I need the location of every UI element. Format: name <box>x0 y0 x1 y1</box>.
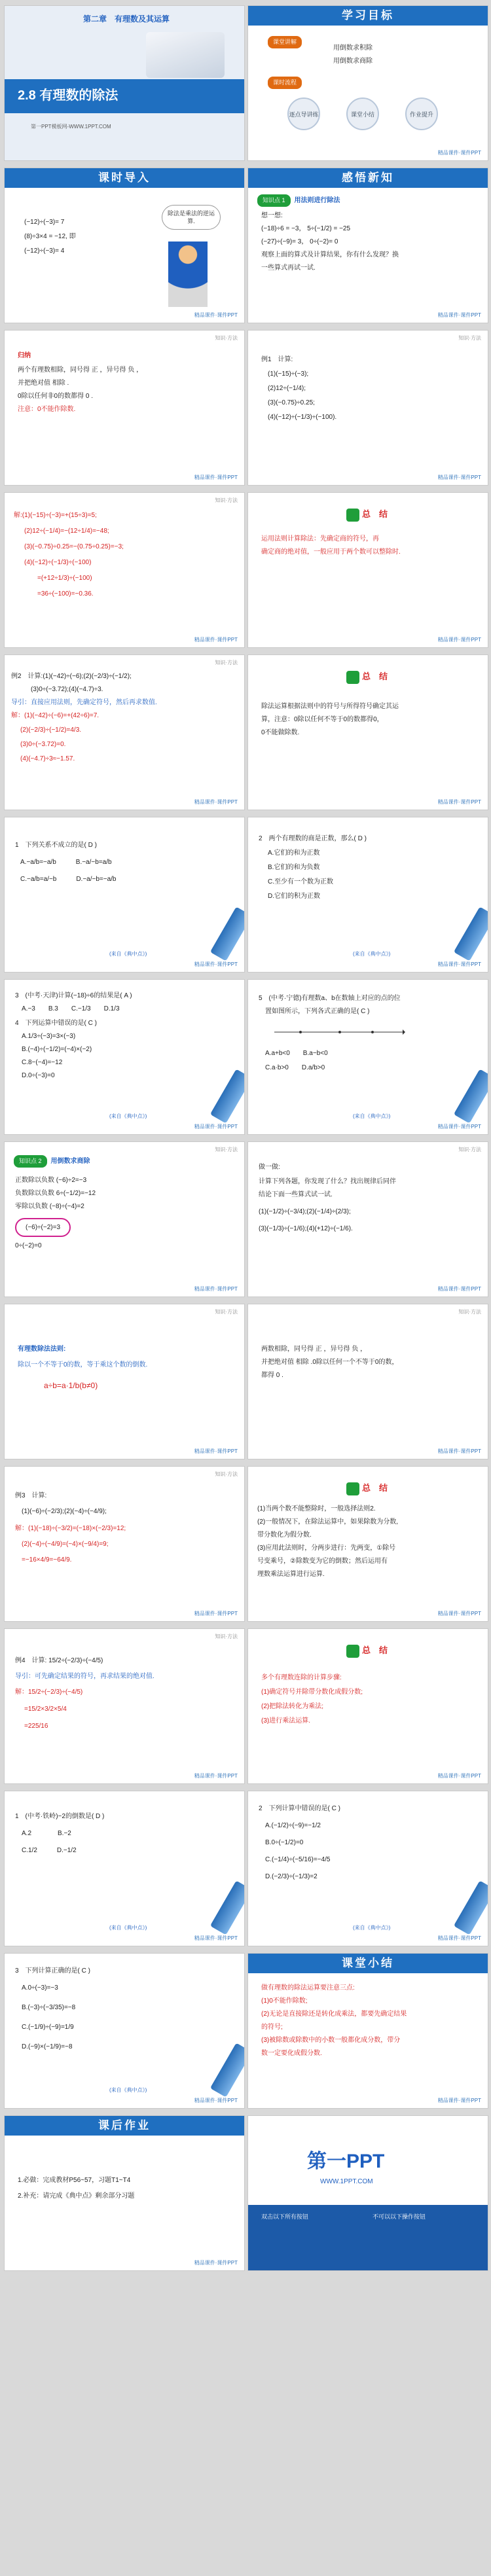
hw-line-1: 1.必做：完成教材P56~57，习题T1~T4 <box>18 2177 131 2184</box>
pen-icon <box>210 1069 245 1123</box>
ex1-line-1: 例1 计算: <box>261 356 293 363</box>
goals-header: 学习目标 <box>248 6 488 26</box>
slide-goals <box>247 5 488 161</box>
try-line-3: 结论下面一些算式试一试. <box>259 1191 333 1198</box>
boy-illustration <box>168 241 208 307</box>
kp-line-5: 一些算式再试一试. <box>261 264 316 272</box>
slide-footer: 精品课件·课件PPT <box>194 799 238 805</box>
ex3-line-2: (1)(−6)÷(−2/3);(2)(−4)÷(−4/9); <box>22 1508 107 1515</box>
pen-icon <box>210 1880 245 1935</box>
number-line-diagram <box>274 1023 405 1041</box>
slide-fill <box>247 1304 488 1459</box>
ex1-line-3: (2)12÷(−1/4); <box>268 385 306 392</box>
slide-summary-1 <box>247 492 488 648</box>
sol1-line-2: (2)12÷(−1/4)=−(12÷1/4)=−48; <box>24 528 109 535</box>
p2-line-1: 2 两个有理数的商是正数，那么( D ) <box>259 835 367 842</box>
sol1-line-4: (4)(−12)÷(−1/3)÷(−100) <box>24 559 92 566</box>
ex2-line-7: (4)(−4.7)÷3≈−1.57. <box>20 755 75 762</box>
source-note: (来自《典中点》) <box>353 951 391 957</box>
ex3-line-5: =−16×4/9=−64/9. <box>22 1556 72 1564</box>
slide-footer: 精品课件·课件PPT <box>437 474 481 480</box>
hw-line-2: 2.补充：请完成《典中点》剩余部分习题 <box>18 2192 135 2200</box>
cs-line-6: 数一定要化成假分数. <box>261 2050 322 2057</box>
slide-footer: 精品课件·课件PPT <box>437 1124 481 1130</box>
slide-page: 知识·方法 <box>215 497 238 503</box>
slide-page: 知识·方法 <box>215 1471 238 1477</box>
summary3-line-6: 理数乘法运算进行运算. <box>257 1571 325 1578</box>
p3-line-4: A.1/3÷(−3)=3×(−3) <box>22 1033 76 1040</box>
slide-example-3 <box>4 1466 245 1622</box>
kp-line-2: (−18)÷6 = −3， 5÷(−1/2) = −25 <box>261 225 351 232</box>
p5-line-3: C.1/2 D.−1/2 <box>22 1847 77 1854</box>
pen-icon <box>454 1880 488 1935</box>
slide-footer: 精品课件·课件PPT <box>194 312 238 318</box>
slide-class-summary <box>247 1953 488 2109</box>
summary-icon <box>346 671 359 684</box>
p6-line-5: D.(−2/3)÷(−1/3)=2 <box>265 1873 318 1880</box>
slide-summary-3 <box>247 1466 488 1622</box>
thought-bubble: 除法是乘法的逆运算. <box>162 205 221 230</box>
p7-line-2: A.0÷(−3)=−3 <box>22 1984 58 1992</box>
summary1-line-1: 运用法则计算除法：先确定商的符号，再 <box>261 535 379 543</box>
kp2-line-4: (−6)÷(−2)=3 <box>15 1218 71 1237</box>
p1-line-2: A.−a/b=−a/b B.−a/−b=a/b <box>20 859 112 866</box>
pen-icon <box>454 906 488 961</box>
pen-icon <box>454 1069 488 1123</box>
p2-line-2: A.它们的和为正数 <box>268 850 320 857</box>
knowledge-title: 用倒数求商除 <box>50 1158 90 1165</box>
slide-footer: 精品课件·课件PPT <box>194 1611 238 1617</box>
rule2-head: 有理数除法法则: <box>18 1346 66 1353</box>
slide-rule <box>4 330 245 486</box>
slide-footer: 精品课件·课件PPT <box>194 2098 238 2103</box>
summary4-line-2: (1)确定符号并除带分数化成假分数; <box>261 1689 363 1696</box>
sol1-line-3: (3)(−0.75)÷0.25=−(0.75÷0.25)=−3; <box>24 543 124 550</box>
source-note: (来自《典中点》) <box>353 1113 391 1119</box>
intro-eq-1: (−12)÷(−3)= 7 <box>24 219 65 226</box>
knowledge-tag: 知识点 1 <box>257 194 291 207</box>
slide-footer: 精品课件·课件PPT <box>437 1935 481 1941</box>
summary2-line-3: 0不能做除数. <box>261 729 300 736</box>
flow-step-3: 作业提升 <box>405 98 438 130</box>
chapter-title: 第二章 有理数及其运算 <box>83 14 170 24</box>
p6-line-1: 2 下列计算中错误的是( C ) <box>259 1805 340 1812</box>
goal-2: 用倒数求商除 <box>333 58 373 65</box>
summary-title: 总 结 <box>362 1645 388 1655</box>
slide-practice-3 <box>4 979 245 1135</box>
p6-line-3: B.0÷(−1/2)=0 <box>265 1839 304 1846</box>
summary-icon <box>346 1482 359 1495</box>
p7-line-4: C.(−1/9)÷(−9)=1/9 <box>22 2024 74 2031</box>
slide-example-1 <box>247 330 488 486</box>
summary3-line-4: (3)应用此法则时，分两步进行：先两变，①除号 <box>257 1545 396 1552</box>
slide-footer: 精品课件·课件PPT <box>194 961 238 967</box>
kp2-line-3: 零除以负数 (−8)÷(−4)=2 <box>15 1203 84 1210</box>
watermark: 第一PPT模板网-WWW.1PPT.COM <box>31 124 111 130</box>
p3-line-2: A.−3 B.3 C.−1/3 D.1/3 <box>22 1005 120 1012</box>
p2-line-3: B.它们的和为负数 <box>268 864 320 871</box>
fill-line-3: 都得 0 . <box>261 1372 283 1379</box>
slide-page: 知识·方法 <box>458 335 481 341</box>
slide-ad <box>247 2115 488 2271</box>
slide-footer: 精品课件·课件PPT <box>437 1286 481 1292</box>
pen-icon <box>210 2043 245 2097</box>
slide-footer: 精品课件·课件PPT <box>437 637 481 643</box>
p4-line-3: A.a+b<0 B.a−b<0 <box>265 1050 328 1057</box>
p1-line-3: C.−a/b=a/−b D.−a/−b=−a/b <box>20 876 117 883</box>
flow-step-1: 逐点导讲练 <box>287 98 320 130</box>
summary1-line-2: 确定商的绝对值，一般应用于两个数可以整除时. <box>261 548 401 556</box>
slide-footer: 精品课件·课件PPT <box>194 1448 238 1454</box>
p5-line-1: 1 (中考·铁岭)−2的倒数是( D ) <box>15 1813 105 1820</box>
ex2-line-2: (3)0÷(−3.72);(4)(−4.7)÷3. <box>11 686 103 693</box>
ad-col-2: 不可以以下操作按钮 <box>373 2213 426 2220</box>
slide-practice-5 <box>4 1791 245 1946</box>
kp2-line-2: 负数除以负数 6÷(−1/2)=−12 <box>15 1190 96 1197</box>
fill-line-2: 并把绝对值 相除 .0除以任何一个不等于0的数， <box>261 1359 399 1366</box>
slide-page: 知识·方法 <box>215 660 238 666</box>
sol1-line-1: 解:(1)(−15)÷(−3)=+(15÷3)=5; <box>14 512 97 519</box>
p3-line-7: D.0÷(−3)=0 <box>22 1072 55 1079</box>
slide-practice-4 <box>247 979 488 1135</box>
slide-footer: 精品课件·课件PPT <box>194 1935 238 1941</box>
fill-line-1: 两数相除，同号得 正 ，异号得 负 ， <box>261 1346 367 1353</box>
ex2-line-3: 导引：直接应用法则，先确定符号，然后再求数值. <box>11 699 157 706</box>
p6-line-4: C.(−1/4)÷(−5/16)=−4/5 <box>265 1856 331 1863</box>
summary4-line-4: (3)进行乘法运算. <box>261 1717 310 1725</box>
slide-page: 知识·方法 <box>215 1634 238 1639</box>
slide-footer: 精品课件·课件PPT <box>194 1773 238 1779</box>
slide-practice-7 <box>4 1953 245 2109</box>
slide-footer: 精品课件·课件PPT <box>437 1773 481 1779</box>
slide-page: 知识·方法 <box>215 335 238 341</box>
ex1-line-5: (4)(−12)÷(−1/3)÷(−100). <box>268 414 337 421</box>
sol1-line-5: =(+12÷1/3)÷(−100) <box>37 575 92 582</box>
rule2-formula: a÷b=a·1/b(b≠0) <box>44 1381 98 1390</box>
knowledge-tag: 知识点 2 <box>14 1155 47 1168</box>
slide-practice-1 <box>4 817 245 973</box>
summary-title: 总 结 <box>362 671 388 681</box>
p7-line-5: D.(−9)×(−1/9)=−8 <box>22 2043 73 2050</box>
ex2-line-1: 例2 计算:(1)(−42)÷(−6);(2)(−2/3)÷(−1/2); <box>11 673 132 680</box>
slide-footer: 精品课件·课件PPT <box>437 150 481 156</box>
summary4-line-3: (2)把除法转化为乘法; <box>261 1703 323 1710</box>
summary2-line-2: 算，注意：0除以任何不等于0的数都得0， <box>261 716 384 723</box>
p2-line-4: C.至少有一个数为正数 <box>268 878 333 885</box>
brand-url: WWW.1PPT.COM <box>320 2178 373 2185</box>
rule-line-3: 0除以任何非0的数都得 0 . <box>18 393 94 400</box>
try-line-1: 做一做: <box>259 1164 280 1171</box>
ex3-line-4: (2)(−4)÷(−4/9)=(−4)×(−9/4)=9; <box>22 1541 109 1548</box>
slide-example-4 <box>4 1628 245 1784</box>
ex2-line-6: (3)0÷(−3.72)=0. <box>20 741 66 748</box>
kp-line-4: 观察上面的算式及计算结果，你有什么发现？换 <box>261 251 399 259</box>
ex2-line-4: 解：(1)(−42)÷(−6)=+(42÷6)=7. <box>11 712 100 719</box>
p5-line-2: A.2 B.−2 <box>22 1830 71 1837</box>
kp-line-3: (−27)÷(−9)= 3， 0÷(−2)= 0 <box>261 238 338 245</box>
pen-icon <box>210 906 245 961</box>
slide-title <box>4 5 245 161</box>
slide-footer: 精品课件·课件PPT <box>437 2098 481 2103</box>
source-note: (来自《典中点》) <box>109 1113 147 1119</box>
sol1-line-6: =36÷(−100)=−0.36. <box>37 590 94 598</box>
slide-page: 知识·方法 <box>458 1147 481 1153</box>
summary3-line-5: 号变乘号，②除数变为它的倒数；然后运用有 <box>257 1558 388 1565</box>
slide-summary-2 <box>247 654 488 810</box>
summary3-line-3: 带分数化为假分数. <box>257 1531 312 1539</box>
source-note: (来自《典中点》) <box>109 1925 147 1931</box>
goal-tag-1: 课堂讲解 <box>268 36 302 48</box>
slide-footer: 精品课件·课件PPT <box>194 474 238 480</box>
slide-rule-2 <box>4 1304 245 1459</box>
slide-intro <box>4 168 245 323</box>
summary-title: 总 结 <box>362 509 388 519</box>
ex4-line-2: 导引：可先确定结果的符号，再求结果的绝对值. <box>15 1673 155 1680</box>
p3-line-5: B.(−4)÷(−1/2)=(−4)×(−2) <box>22 1046 92 1053</box>
slide-page: 知识·方法 <box>215 1309 238 1315</box>
slide-knowledge-2 <box>4 1141 245 1297</box>
try-line-4: (1)(−1/2)÷(−3/4);(2)(−1/4)÷(2/3); <box>259 1208 351 1215</box>
summary4-line-1: 多个有理数连除的计算步骤: <box>261 1674 342 1681</box>
cs-line-4: 的符号; <box>261 2024 283 2031</box>
slide-knowledge-1 <box>247 168 488 323</box>
p1-line-1: 1 下列关系不成立的是( D ) <box>15 842 97 849</box>
summary-icon <box>346 1645 359 1658</box>
slide-homework <box>4 2115 245 2271</box>
source-note: (来自《典中点》) <box>109 2087 147 2093</box>
cs-line-1: 做有理数的除法运算要注意三点: <box>261 1984 355 1992</box>
p3-line-6: C.8−(−4)=−12 <box>22 1059 63 1066</box>
p4-line-2: 置如图所示，下列各式正确的是( C ) <box>265 1008 370 1015</box>
rule-head: 归纳 <box>18 352 31 359</box>
ex3-line-3: 解：(1)(−18)÷(−3/2)=(−18)×(−2/3)=12; <box>15 1525 126 1532</box>
summary-title: 总 结 <box>362 1483 388 1493</box>
slide-practice-2 <box>247 817 488 973</box>
try-line-2: 计算下列各题，你发现了什么？找出规律后同伴 <box>259 1178 396 1185</box>
slide-footer: 精品课件·课件PPT <box>437 799 481 805</box>
homework-header: 课后作业 <box>5 2116 244 2136</box>
try-line-5: (3)(−1/3)÷(−1/6);(4)(+12)÷(−1/6). <box>259 1225 353 1232</box>
p4-line-1: 5 (中考·宁德)有理数a、b在数轴上对应的点的位 <box>259 995 401 1002</box>
slide-page: 知识·方法 <box>215 1147 238 1153</box>
rule2-line-1: 除以一个不等于0的数，等于乘这个数的倒数. <box>18 1361 148 1368</box>
intro-eq-3: (−12)÷(−3)= 4 <box>24 247 65 255</box>
slide-footer: 精品课件·课件PPT <box>194 1124 238 1130</box>
cs-line-2: (1)0不能作除数; <box>261 1997 308 2005</box>
ex3-line-1: 例3 计算: <box>15 1492 47 1499</box>
slide-summary-4 <box>247 1628 488 1784</box>
slide-page: 知识·方法 <box>458 1309 481 1315</box>
ex1-line-4: (3)(−0.75)÷0.25; <box>268 399 315 406</box>
slide-footer: 精品课件·课件PPT <box>437 1448 481 1454</box>
p3-line-3: 4 下列运算中错误的是( C ) <box>15 1020 97 1027</box>
slide-footer: 精品课件·课件PPT <box>437 312 481 318</box>
knowledge-title: 用法则进行除法 <box>294 197 340 204</box>
p3-line-1: 3 (中考·天津)计算(−18)÷6的结果是( A ) <box>15 992 132 999</box>
ad-col-1: 双击以下所有按钮 <box>261 2213 309 2220</box>
rule-line-4: 注意：0不能作除数. <box>18 406 76 413</box>
ex4-line-5: =225/16 <box>24 1723 48 1730</box>
rule-line-2: 并把绝对值 相除 . <box>18 380 69 387</box>
slide-try <box>247 1141 488 1297</box>
kp-line-1: 想一想: <box>261 212 283 219</box>
slide-footer: 精品课件·课件PPT <box>194 2260 238 2266</box>
goal-tag-2: 课时流程 <box>268 77 302 89</box>
intro-header: 课时导入 <box>5 168 244 188</box>
intro-eq-2: (8)÷3×4 = −12, 即 <box>24 233 76 240</box>
goal-1: 用倒数求积除 <box>333 45 373 52</box>
summary3-line-2: (2)一般情况下，在除法运算中，如果除数为分数, <box>257 1518 398 1526</box>
knowledge-header: 感悟新知 <box>248 168 488 188</box>
class-summary-header: 课堂小结 <box>248 1954 488 1973</box>
slide-practice-6 <box>247 1791 488 1946</box>
slide-footer: 精品课件·课件PPT <box>437 1611 481 1617</box>
p7-line-1: 3 下列计算正确的是( C ) <box>15 1967 90 1975</box>
brand-logo: 第一PPT <box>307 2151 385 2172</box>
ex2-line-5: (2)(−2/3)÷(−1/2)=4/3. <box>20 726 82 734</box>
ex4-line-3: 解：15/2÷(−2/3)÷(−4/5) <box>15 1689 83 1696</box>
p7-line-3: B.(−3)÷(−3/35)=−8 <box>22 2004 76 2011</box>
cubes-illustration <box>146 32 225 78</box>
rule-line-1: 两个有理数相除，同号得 正 ，异号得 负 ， <box>18 367 143 374</box>
cs-line-5: (3)被除数或除数中的小数一般都化成分数，带分 <box>261 2037 401 2044</box>
p4-line-4: C.a·b>0 D.a/b>0 <box>265 1064 325 1071</box>
summary-icon <box>346 509 359 522</box>
p2-line-5: D.它们的积为正数 <box>268 893 320 900</box>
summary3-line-1: (1)当两个数不能整除时，一般选择法则2. <box>257 1505 376 1512</box>
lesson-title: 2.8 有理数的除法 <box>18 88 118 103</box>
kp2-line-5: 0÷(−2)=0 <box>15 1242 42 1249</box>
ex4-line-1: 例4 计算: 15/2÷(−2/3)÷(−4/5) <box>15 1657 103 1664</box>
slide-footer: 精品课件·课件PPT <box>194 1286 238 1292</box>
cs-line-3: (2)无论是直接除还是转化成乘法，都要先确定结果 <box>261 2011 407 2018</box>
p6-line-2: A.(−1/2)÷(−9)=−1/2 <box>265 1822 321 1829</box>
slide-footer: 精品课件·课件PPT <box>194 637 238 643</box>
flow-step-2: 课堂小结 <box>346 98 379 130</box>
source-note: (来自《典中点》) <box>109 951 147 957</box>
kp2-line-1: 正数除以负数 (−6)÷2=−3 <box>15 1177 87 1184</box>
slide-example-2 <box>4 654 245 810</box>
ex4-line-4: =15/2×3/2×5/4 <box>24 1706 67 1713</box>
ex1-line-2: (1)(−15)÷(−3); <box>268 370 309 378</box>
slide-solution-1 <box>4 492 245 648</box>
summary2-line-1: 除法运算根据法则中的符号与所得符号确定其运 <box>261 703 399 710</box>
source-note: (来自《典中点》) <box>353 1925 391 1931</box>
slide-footer: 精品课件·课件PPT <box>437 961 481 967</box>
